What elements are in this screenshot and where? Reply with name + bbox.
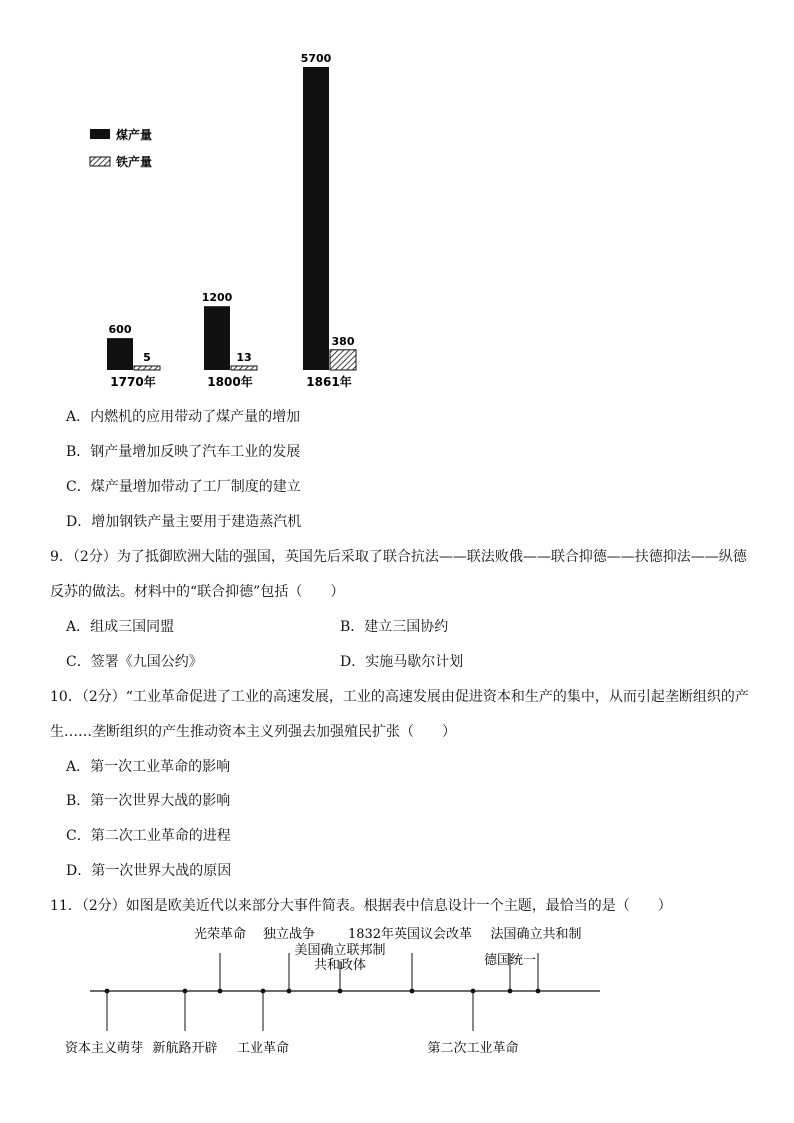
timeline-label-2: 光荣革命 (193, 927, 247, 942)
data-label-coal-1: 1200 (201, 291, 233, 305)
data-label-iron-1: 13 (236, 351, 252, 364)
timeline-label-6: 1832年英国议会改革 (347, 927, 473, 942)
timeline-dot-2 (218, 989, 223, 994)
legend-swatch-coal (90, 129, 110, 139)
q11-stem: 11．（2分）如图是欧美近代以来部分大事件简表。根据表中信息设计一个主题，最恰当的是（ ） (50, 898, 672, 914)
timeline-label-4: 独立战争 (262, 927, 316, 942)
q9-stem-line1: 9．（2分）为了抵御欧洲大陆的强国，英国先后采取了联合抗法——联法败俄——联合抑德——扶德抑法——纵德 (50, 549, 747, 565)
timeline-label-7: 第二次工业革命 (427, 1041, 519, 1056)
timeline-dot-5 (338, 989, 343, 994)
timeline-dot-4 (287, 989, 292, 994)
legend-label-coal: 煤产量 (116, 128, 153, 142)
legend-label-iron: 铁产量 (116, 155, 153, 169)
timeline-label-5: 美国确立联邦制 (294, 943, 386, 958)
timeline-label-9: 法国确立共和制 (490, 927, 582, 942)
timeline-dot-7 (471, 989, 476, 994)
chart-legend (90, 127, 152, 169)
timeline-dot-9 (536, 989, 541, 994)
timeline-dot-8 (508, 989, 513, 994)
tick-label-2: 1861年 (306, 375, 352, 389)
chart-bars (107, 52, 356, 389)
tick-label-1: 1800年 (207, 375, 253, 389)
coal-iron-output-chart (60, 45, 390, 400)
legend-swatch-iron (90, 157, 110, 166)
q8-option-a: A．内燃机的应用带动了煤产量的增加 (66, 409, 301, 425)
q10-option-d: D．第一次世界大战的原因 (66, 863, 232, 879)
q9-option-b: B．建立三国协约 (340, 619, 449, 635)
q10-option-a: A．第一次工业革命的影响 (66, 759, 231, 775)
timeline-dot-1 (183, 989, 188, 994)
bar-coal-1 (204, 306, 230, 370)
events-timeline (55, 918, 615, 1063)
q10-option-c: C．第二次工业革命的进程 (66, 828, 231, 844)
data-label-iron-2: 380 (331, 334, 355, 348)
bar-coal-0 (107, 338, 133, 370)
bar-coal-2 (303, 67, 329, 370)
timeline-label-0: 资本主义萌芽 (64, 1041, 144, 1056)
timeline-dot-3 (261, 989, 266, 994)
tick-label-0: 1770年 (110, 375, 156, 389)
timeline-label-8: 德国统一 (483, 953, 537, 968)
bar-iron-2 (330, 350, 356, 370)
q9-option-a: A．组成三国同盟 (66, 619, 175, 635)
timeline-label-1: 新航路开辟 (152, 1041, 218, 1056)
timeline-label-3: 工业革命 (236, 1041, 290, 1056)
timeline-dot-0 (105, 989, 110, 994)
data-label-iron-0: 5 (143, 351, 151, 364)
q8-option-d: D．增加钢铁产量主要用于建造蒸汽机 (66, 514, 302, 530)
bar-iron-0 (134, 366, 160, 370)
bar-iron-1 (231, 366, 257, 370)
q10-stem-line1: 10．（2分）“工业革命促进了工业的高速发展，工业的高速发展由促进资本和生产的集中，从而引起垄断组织的产 (50, 689, 749, 705)
q9-option-c: C．签署《九国公约》 (66, 654, 203, 670)
q8-option-b: B．钢产量增加反映了汽车工业的发展 (66, 444, 301, 460)
timeline-dot-6 (410, 989, 415, 994)
q8-option-c: C．煤产量增加带动了工厂制度的建立 (66, 479, 301, 495)
q9-stem-line2: 反苏的做法。材料中的“联合抑德”包括（ ） (50, 584, 345, 600)
q10-stem-line2: 生……垄断组织的产生推动资本主义列强去加强殖民扩张（ ） (50, 724, 456, 740)
data-label-coal-2: 5700 (300, 52, 332, 65)
q10-option-b: B．第一次世界大战的影响 (66, 793, 231, 809)
q9-option-d: D．实施马歇尔计划 (340, 654, 464, 670)
data-label-coal-0: 600 (108, 323, 132, 337)
timeline-label-5-line2: 共和政体 (313, 958, 367, 973)
